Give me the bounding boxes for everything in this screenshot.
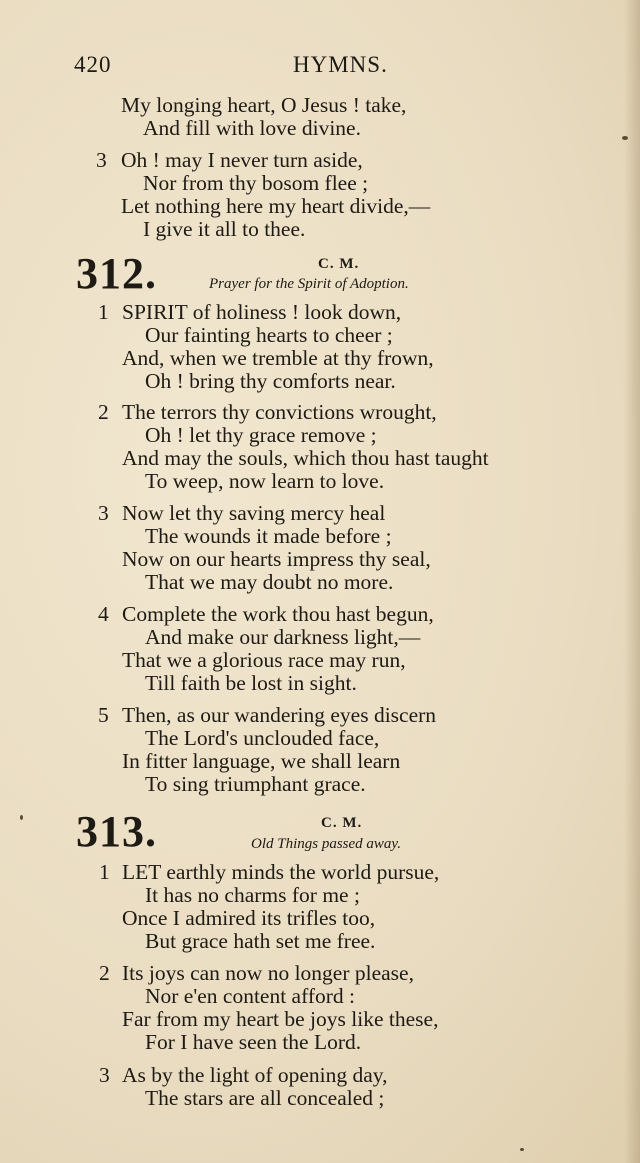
verse-line: Oh ! let thy grace remove ; [145, 423, 377, 447]
verse-line: Its joys can now no longer please, [122, 961, 414, 985]
verse-line: Then, as our wandering eyes discern [122, 703, 437, 727]
stanza-number: 1 [98, 300, 109, 324]
hymn-meter: C. M. [321, 815, 363, 831]
stanza-number: 3 [99, 1063, 110, 1087]
verse-line: And, when we tremble at thy frown, [122, 346, 434, 370]
stanza-number: 2 [98, 400, 109, 424]
stanza-number: 4 [98, 602, 109, 626]
hymn-meter: C. M. [318, 256, 360, 272]
hymn-number: 312. [76, 249, 157, 298]
stanza-number: 5 [98, 703, 109, 727]
verse-line: Nor from thy bosom flee ; [143, 171, 369, 195]
hymn-number: 313. [76, 807, 157, 856]
verse-line: My longing heart, O Jesus ! take, [121, 93, 407, 117]
verse-line: Now let thy saving mercy heal [122, 501, 386, 525]
verse-line: Oh ! bring thy comforts near. [145, 369, 396, 393]
verse-line: SPIRIT of holiness ! look down, [122, 300, 402, 324]
verse-line: Till faith be lost in sight. [145, 671, 357, 695]
verse-line: And make our darkness light,— [145, 625, 421, 649]
stanza-number: 3 [96, 148, 107, 172]
stanza-number: 1 [99, 860, 110, 884]
verse-line: And may the souls, which thou hast taught [122, 446, 489, 470]
verse-line: The stars are all concealed ; [145, 1086, 385, 1110]
ink-spot [520, 1148, 524, 1151]
verse-line: As by the light of opening day, [122, 1063, 388, 1087]
ink-spot [20, 815, 23, 820]
verse-line: That we a glorious race may run, [122, 648, 406, 672]
stanza-number: 2 [99, 961, 110, 985]
verse-line: Far from my heart be joys like these, [122, 1007, 439, 1031]
verse-line: To weep, now learn to love. [145, 469, 385, 493]
page-edge-shadow [624, 0, 640, 1163]
running-title: HYMNS. [293, 52, 388, 77]
verse-line: Oh ! may I never turn aside, [121, 148, 363, 172]
verse-line: For I have seen the Lord. [145, 1030, 362, 1054]
verse-line: Our fainting hearts to cheer ; [145, 323, 393, 347]
page-number: 420 [74, 52, 112, 77]
verse-line: Complete the work thou hast begun, [122, 602, 434, 626]
verse-line: Now on our hearts impress thy seal, [122, 547, 431, 571]
verse-line: Once I admired its trifles too, [122, 906, 376, 930]
verse-line: The terrors thy convictions wrought, [122, 400, 437, 424]
verse-line: And fill with love divine. [143, 116, 361, 140]
verse-line: In fitter language, we shall learn [122, 749, 401, 773]
verse-line: But grace hath set me free. [145, 929, 376, 953]
verse-line: LET earthly minds the world pursue, [122, 860, 440, 884]
verse-line: Let nothing here my heart divide,— [121, 194, 431, 218]
verse-line: To sing triumphant grace. [145, 772, 366, 796]
ink-spot [622, 136, 628, 140]
stanza-number: 3 [98, 501, 109, 525]
verse-line: The Lord's unclouded face, [145, 726, 380, 750]
verse-line: It has no charms for me ; [145, 883, 360, 907]
verse-line: That we may doubt no more. [145, 570, 394, 594]
hymn-title: Prayer for the Spirit of Adoption. [209, 276, 409, 292]
verse-line: Nor e'en content afford : [145, 984, 356, 1008]
verse-line: The wounds it made before ; [145, 524, 392, 548]
verse-line: I give it all to thee. [143, 217, 306, 241]
hymn-title: Old Things passed away. [251, 836, 402, 852]
